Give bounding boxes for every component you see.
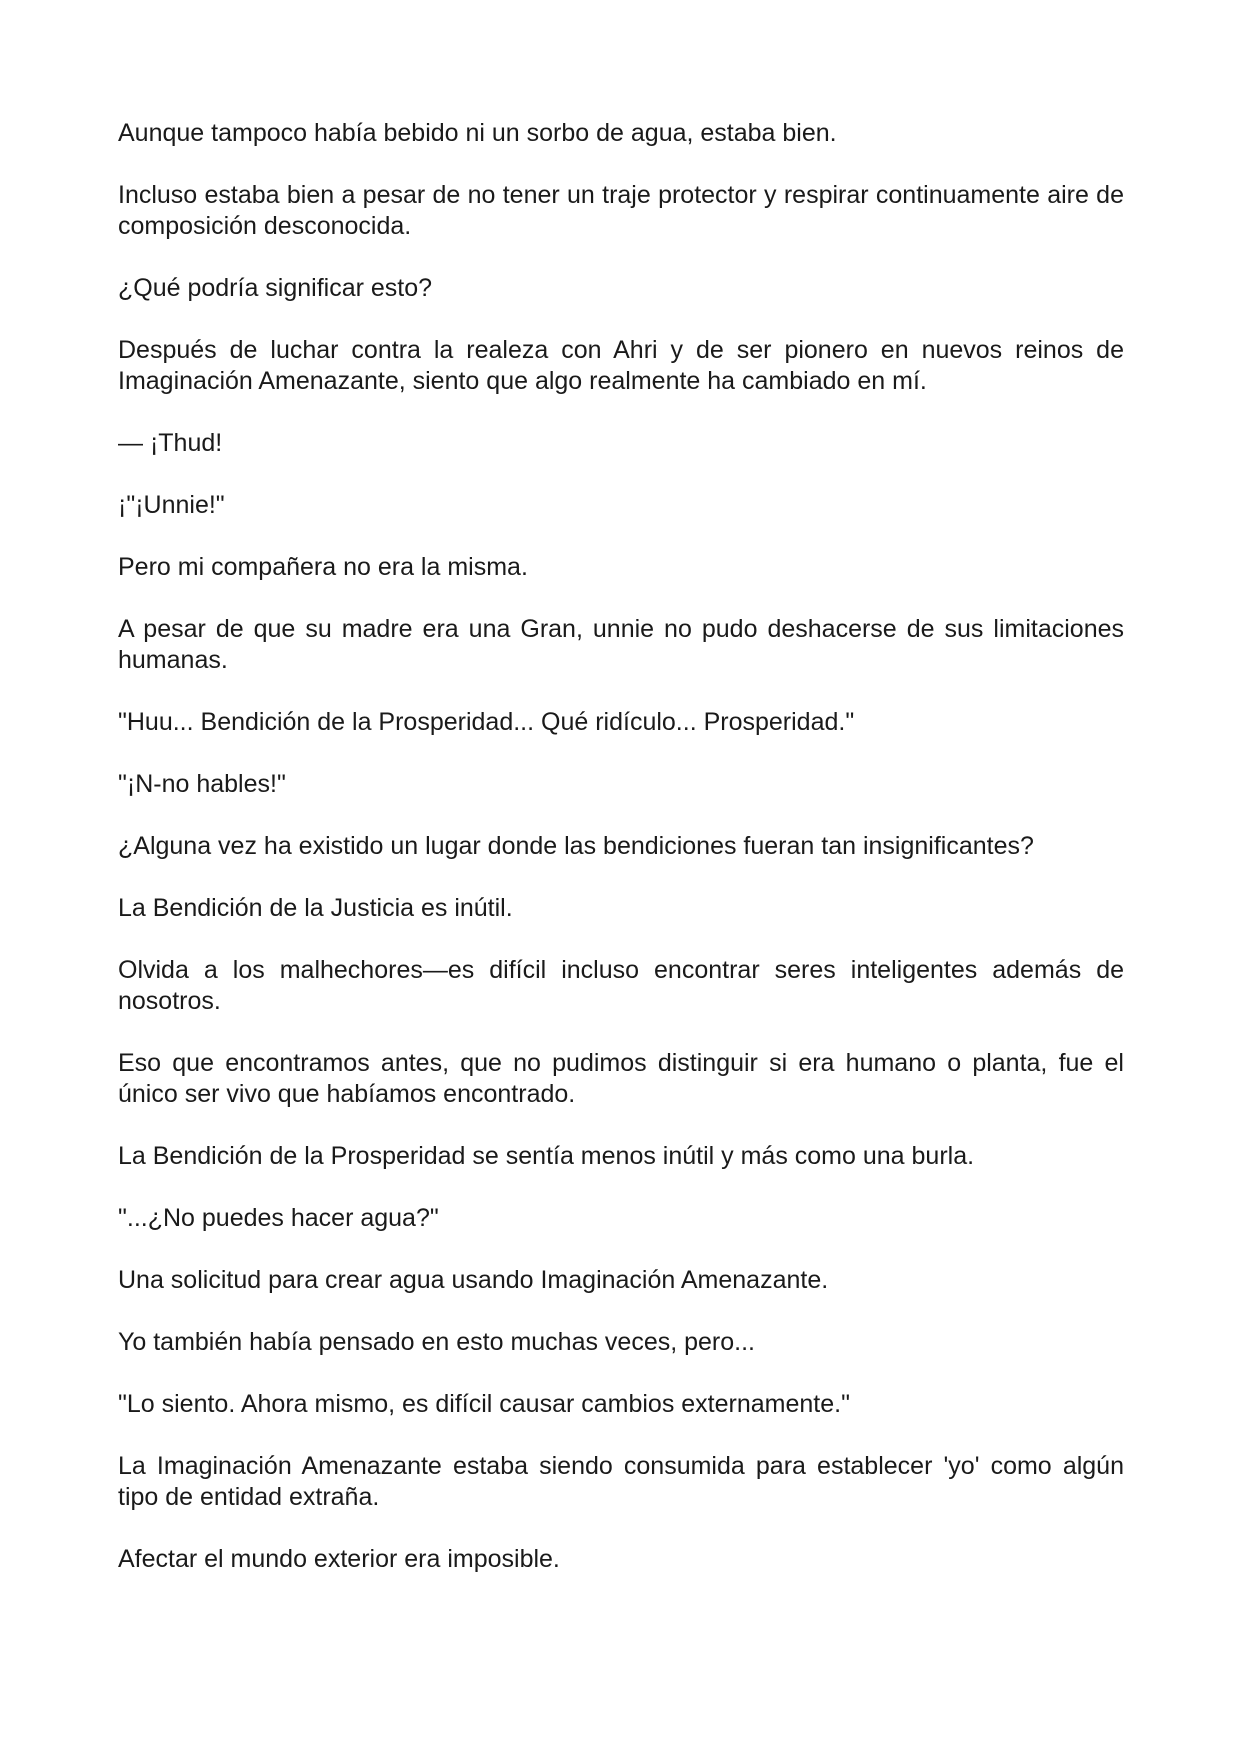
paragraph: La Bendición de la Prosperidad se sentía menos inútil y más como una burla. (118, 1142, 975, 1170)
paragraph: Aunque tampoco había bebido ni un sorbo de agua, estaba bien. (118, 119, 837, 147)
paragraph: A pesar de que su madre era una Gran, unnie no pudo deshacerse de sus limitaciones humanas. (118, 615, 1124, 674)
paragraph: Eso que encontramos antes, que no pudimos distinguir si era humano o planta, fue el único ser vivo que habíamos encontrado. (118, 1049, 1124, 1108)
paragraph: Una solicitud para crear agua usando Imaginación Amenazante. (118, 1266, 829, 1294)
paragraph: "Huu... Bendición de la Prosperidad... Qué ridículo... Prosperidad." (118, 708, 855, 736)
paragraph: La Bendición de la Justicia es inútil. (118, 894, 513, 922)
paragraph: Incluso estaba bien a pesar de no tener un traje protector y respirar continuamente aire de composición desconocida. (118, 181, 1124, 240)
paragraph: Pero mi compañera no era la misma. (118, 553, 528, 581)
paragraph: ¡"¡Unnie!" (118, 491, 225, 519)
paragraph: Olvida a los malhechores—es difícil incluso encontrar seres inteligentes además de nosotros. (118, 956, 1124, 1015)
paragraph: ¿Qué podría significar esto? (118, 274, 433, 302)
paragraph: La Imaginación Amenazante estaba siendo consumida para establecer 'yo' como algún tipo de entidad extraña. (118, 1452, 1124, 1511)
paragraph: Yo también había pensado en esto muchas veces, pero... (118, 1328, 755, 1356)
paragraph: Afectar el mundo exterior era imposible. (118, 1545, 560, 1573)
paragraph: "...¿No puedes hacer agua?" (118, 1204, 439, 1232)
paragraph: "Lo siento. Ahora mismo, es difícil causar cambios externamente." (118, 1390, 850, 1418)
paragraph: ¿Alguna vez ha existido un lugar donde las bendiciones fueran tan insignificantes? (118, 832, 1034, 860)
paragraph: "¡N-no hables!" (118, 770, 286, 798)
paragraph: — ¡Thud! (118, 429, 223, 457)
document-body (118, 118, 1124, 1606)
paragraph: Después de luchar contra la realeza con Ahri y de ser pionero en nuevos reinos de Imaginación Amenazante, siento que algo realmente ha cambiado en mí. (118, 336, 1124, 395)
